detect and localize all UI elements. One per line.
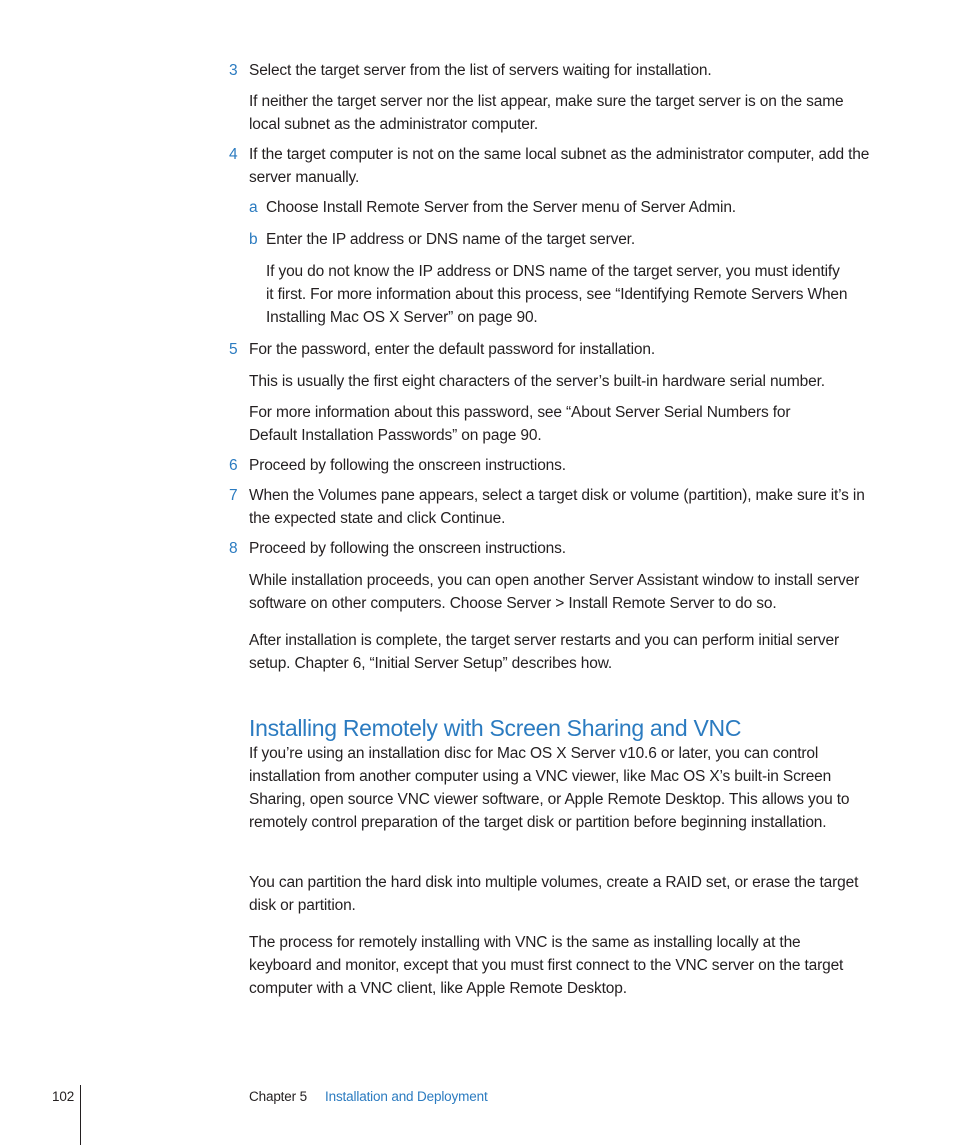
chapter-title: Installation and Deployment xyxy=(325,1089,488,1104)
after-steps-paragraph: After installation is complete, the target server restarts and you can perform initial server setup. Chapter 6, “Initial Server Setup” describes how. xyxy=(249,632,839,672)
page-number: 102 xyxy=(52,1089,75,1104)
step-note: For more information about this password, see “About Server Serial Numbers for Default Installation Passwords” on page 90. xyxy=(249,404,791,444)
step-text: For the password, enter the default password for installation. xyxy=(249,341,655,358)
chapter-label: Chapter 5 xyxy=(249,1089,307,1104)
substep-text: Enter the IP address or DNS name of the target server. xyxy=(266,231,635,248)
step-text: Proceed by following the onscreen instructions. xyxy=(249,540,566,557)
section-paragraph: The process for remotely installing with VNC is the same as installing locally at the keyboard and monitor, except that you must first connect to the VNC server on the target computer with a VNC client, like Apple Remote Desktop. xyxy=(249,934,844,997)
substep-text: Choose Install Remote Server from the Server menu of Server Admin. xyxy=(266,199,736,216)
step-note: While installation proceeds, you can open another Server Assistant window to install server software on other computers. Choose Server > Install Remote Server to do so. xyxy=(249,572,860,612)
step-text: Proceed by following the onscreen instructions. xyxy=(249,457,566,474)
step-number: 5 xyxy=(229,341,238,358)
step-note: If neither the target server nor the list appear, make sure the target server is on the same local subnet as the administrator computer. xyxy=(249,93,844,133)
step-number: 7 xyxy=(229,487,238,504)
step-text: Select the target server from the list of servers waiting for installation. xyxy=(249,62,712,79)
substep-note: If you do not know the IP address or DNS name of the target server, you must identify it first. For more information about this process, see “Identifying Remote Servers When Installing Mac OS X Server” on page 90. xyxy=(266,263,848,326)
substep-letter: b xyxy=(249,231,258,248)
step-number: 8 xyxy=(229,540,238,557)
footer-divider xyxy=(80,1085,81,1145)
section-paragraph: You can partition the hard disk into multiple volumes, create a RAID set, or erase the target disk or partition. xyxy=(249,874,859,914)
section-paragraph: If you’re using an installation disc for Mac OS X Server v10.6 or later, you can control installation from another computer using a VNC viewer, like Mac OS X’s built-in Screen Sharing, open source VNC viewer software, or Apple Remote Desktop. This allows you to remotely control preparation of the target disk or partition before beginning installation. xyxy=(249,745,850,831)
step-text: When the Volumes pane appears, select a target disk or volume (partition), make sure it’s in the expected state and click Continue. xyxy=(249,487,865,527)
step-number: 6 xyxy=(229,457,238,474)
substep-letter: a xyxy=(249,199,258,216)
step-number: 4 xyxy=(229,146,238,163)
section-heading: Installing Remotely with Screen Sharing and VNC xyxy=(249,715,742,741)
step-number: 3 xyxy=(229,62,238,79)
step-note: This is usually the first eight characters of the server’s built-in hardware serial number. xyxy=(249,373,825,390)
step-text: If the target computer is not on the same local subnet as the administrator computer, add the server manually. xyxy=(249,146,870,186)
